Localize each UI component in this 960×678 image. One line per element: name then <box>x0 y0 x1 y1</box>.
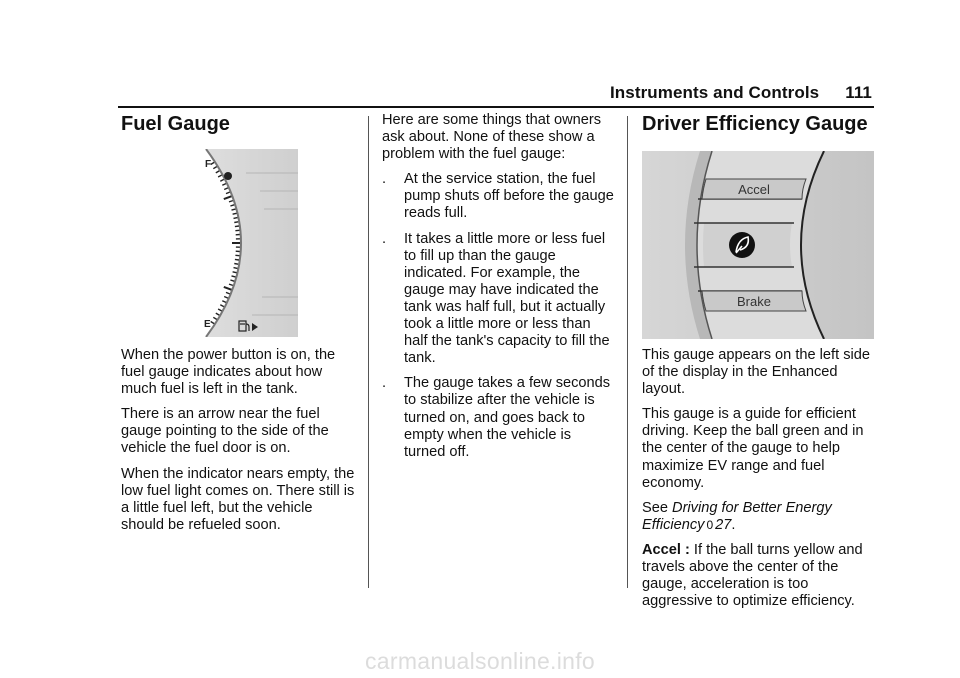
questions-intro: Here are some things that owners ask about. None of these show a problem with the fuel gauge: <box>382 112 602 163</box>
efficiency-ball <box>729 232 755 258</box>
fuel-minor-tick <box>235 226 239 227</box>
list-item <box>382 171 614 222</box>
bullet-mark: . <box>382 171 387 188</box>
fuel-paragraph: When the indicator nears empty, the low fuel light comes on. There still is a little fuel left, but the vehicle should be refueled soon. <box>121 465 355 533</box>
fuel-full-mark: F <box>205 159 212 170</box>
efficiency-heading: Driver Efficiency Gauge <box>642 113 868 135</box>
column-owner-questions <box>382 112 614 469</box>
see-suffix: . <box>731 516 736 533</box>
questions-list <box>382 171 614 461</box>
fuel-level-ball <box>224 172 232 180</box>
fuel-paragraph: When the power button is on, the fuel gauge indicates about how much fuel is left in the tank. <box>121 347 336 398</box>
accel-term: Accel : <box>642 541 690 558</box>
watermark: carmanualsonline.info <box>364 648 596 674</box>
fuel-minor-tick <box>235 259 239 260</box>
fuel-gauge-figure <box>178 149 298 337</box>
fuel-minor-tick <box>233 213 237 214</box>
efficiency-gauge-figure <box>642 151 874 339</box>
fuel-empty-mark: E <box>204 319 211 330</box>
section-title: Instruments and Controls <box>609 83 820 102</box>
column-divider-right <box>627 116 628 588</box>
list-item <box>382 375 614 460</box>
fuel-minor-tick <box>233 272 237 273</box>
column-fuel-gauge <box>121 110 356 542</box>
fuel-minor-tick <box>234 268 238 269</box>
fuel-gauge-heading: Fuel Gauge <box>121 113 230 135</box>
column-divider-left <box>368 116 369 588</box>
page-ref-arrow-icon: 0 <box>706 517 714 532</box>
fuel-minor-tick <box>232 276 236 277</box>
fuel-minor-tick <box>234 218 238 219</box>
fuel-paragraph: There is an arrow near the fuel gauge pointing to the side of the vehicle the fuel door is on. <box>121 406 329 457</box>
reference-link[interactable] <box>642 500 832 533</box>
reference-title: Driving for Better Energy Efficiency <box>642 499 832 533</box>
fuel-minor-tick <box>232 209 236 210</box>
running-head <box>610 83 872 103</box>
fuel-minor-tick <box>234 264 238 265</box>
accel-definition <box>642 542 874 610</box>
list-item-text: It takes a little more or less fuel to fill up than the gauge indicated. For example, the gauge may have indicated the tank was half full, but it actually took a little more or less than half the tank's capacity to fill the tank. <box>404 230 610 367</box>
efficiency-paragraph: This gauge is a guide for efficient driving. Keep the ball green and in the center of the gauge to help maximize EV range and fuel economy. <box>642 406 864 491</box>
fuel-minor-tick <box>234 222 238 223</box>
reference-page: 27 <box>715 516 732 533</box>
bullet-mark: . <box>382 230 387 247</box>
accel-text: If the ball turns yellow and travels above the center of the gauge, acceleration is too aggressive to optimize efficiency. <box>642 541 863 610</box>
list-item <box>382 231 614 368</box>
efficiency-paragraph: This gauge appears on the left side of the display in the Enhanced layout. <box>642 347 870 398</box>
column-driver-efficiency <box>642 110 874 618</box>
brake-label: Brake <box>737 294 771 309</box>
list-item-text: The gauge takes a few seconds to stabilize after the vehicle is turned on, and goes back to empty when the vehicle is turned off. <box>404 375 611 460</box>
list-item-text: At the service station, the fuel pump shuts off before the gauge reads full. <box>404 171 614 222</box>
see-reference <box>642 500 874 534</box>
header-rule <box>118 106 874 108</box>
bullet-mark: . <box>382 375 387 392</box>
see-prefix: See <box>642 499 668 516</box>
page-number: 111 <box>845 83 872 102</box>
accel-label: Accel <box>738 182 770 197</box>
